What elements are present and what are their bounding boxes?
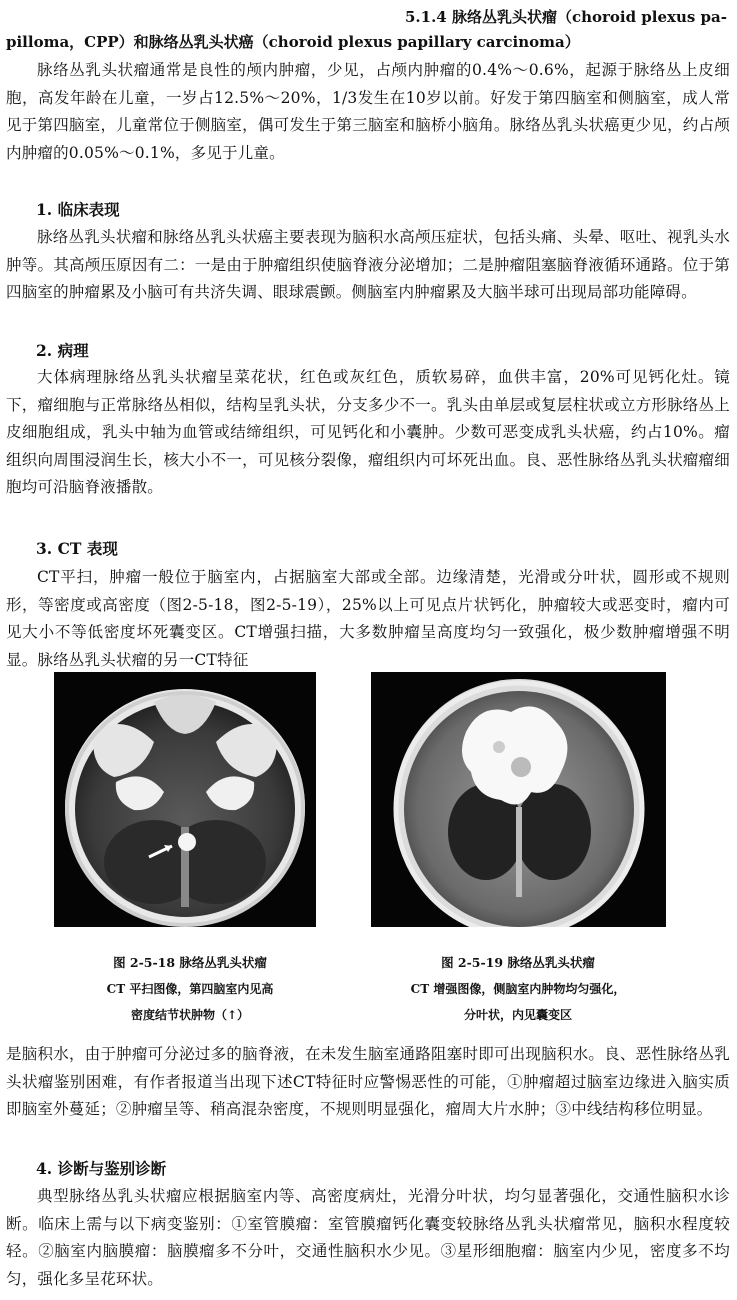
caption-title-2: 图 2-5-19 脉络丛乳头状瘤: [441, 955, 595, 970]
caption-line-2b: 分叶状，内见囊变区: [463, 1008, 572, 1022]
intro-paragraph: 脉络丛乳头状瘤通常是良性的颅内肿瘤，少见，占颅内肿瘤的0.4%～0.6%，起源于脉络丛上皮细胞，高发年龄在儿童，一岁占12.5%～20%，1/3发生在10岁以前。好发于第四脑室和侧脑室，成人常见于第四脑室，儿童常位于侧脑室，偶可发生于第三脑室和脑桥小脑角。脉络丛乳头状癌更少见，约占颅内肿瘤的0.05%～0.1%，多见于儿童。: [6, 61, 730, 162]
section-heading-line1: 5.1.4 脉络丛乳头状瘤（choroid plexus pa-: [404, 8, 727, 26]
section-heading-line2: pilloma，CPP）和脉络丛乳头状癌（choroid plexus papillary carcinoma）: [6, 33, 580, 51]
ct-image-fig-2-5-18: [54, 672, 316, 927]
caption-fig-2-5-18: [60, 950, 320, 1028]
caption-line-2a: CT 增强图像，侧脑室内肿物均匀强化，: [410, 982, 626, 996]
clinical-paragraph: 脉络丛乳头状瘤和脉络丛乳头状癌主要表现为脑积水高颅压症状，包括头痛、头晕、呕吐、视乳头水肿等。其高颅压原因有二：一是由于肿瘤组织使脑脊液分泌增加；二是肿瘤阻塞脑脊液循环通路。位于第四脑室的肿瘤累及小脑可有共济失调、眼球震颤。侧脑室内肿瘤累及大脑半球可出现局部功能障碍。: [6, 228, 730, 301]
heading-clinical: 1. 临床表现: [36, 200, 120, 219]
tumor-nodule: [178, 833, 196, 851]
diagnosis-paragraph: 典型脉络丛乳头状瘤应根据脑室内等、高密度病灶，光滑分叶状，均匀显著强化，交通性脑积水诊断。临床上需与以下病变鉴别：①室管膜瘤：室管膜瘤钙化囊变较脉络丛乳头状瘤常见，脑积水程度较轻。②脑室内脑膜瘤：脑膜瘤多不分叶，交通性脑积水少见。③星形细胞瘤：脑室内少见，密度多不均匀，强化多呈花环状。: [6, 1187, 730, 1288]
caption-fig-2-5-19: [388, 950, 648, 1028]
ct-paragraph: CT平扫，肿瘤一般位于脑室内，占据脑室大部或全部。边缘清楚，光滑或分叶状，圆形或不规则形，等密度或高密度（图2-5-18，图2-5-19），25%以上可见点片状钙化，肿瘤较大或恶变时，瘤内可见大小不等低密度坏死囊变区。CT增强扫描，大多数肿瘤呈高度均匀一致强化，极少数肿瘤增强不明显。脉络丛乳头状瘤的另一CT特征: [6, 568, 730, 669]
caption-line-1b: 密度结节状肿物（↑）: [130, 1008, 250, 1022]
heading-ct: 3. CT 表现: [36, 539, 118, 558]
ct-continued-paragraph: 是脑积水，由于肿瘤可分泌过多的脑脊液，在未发生脑室通路阻塞时即可出现脑积水。良、恶性脉络丛乳头状瘤鉴别困难，有作者报道当出现下述CT特征时应警惕恶性的可能，①肿瘤超过脑室边缘进入脑实质即脑室外蔓延；②肿瘤呈等、稍高混杂密度，不规则明显强化，瘤周大片水肿；③中线结构移位明显。: [6, 1045, 730, 1118]
pathology-paragraph: 大体病理脉络丛乳头状瘤呈菜花状，红色或灰红色，质软易碎，血供丰富，20%可见钙化灶。镜下，瘤细胞与正常脉络丛相似，结构呈乳头状，分支多少不一。乳头由单层或复层柱状或立方形脉络丛上皮细胞组成，乳头中轴为血管或结缔组织，可见钙化和小囊肿。少数可恶变成乳头状癌，约占10%。瘤组织向周围浸润生长，核大小不一，可见核分裂像，瘤组织内可坏死出血。良、恶性脉络丛乳头状瘤瘤细胞均可沿脑脊液播散。: [6, 368, 730, 496]
ct-image-fig-2-5-19: [371, 672, 666, 927]
caption-title-1: 图 2-5-18 脉络丛乳头状瘤: [113, 955, 267, 970]
heading-pathology: 2. 病理: [36, 341, 89, 360]
heading-diagnosis: 4. 诊断与鉴别诊断: [36, 1159, 167, 1178]
caption-line-1a: CT 平扫图像，第四脑室内见高: [106, 982, 274, 996]
